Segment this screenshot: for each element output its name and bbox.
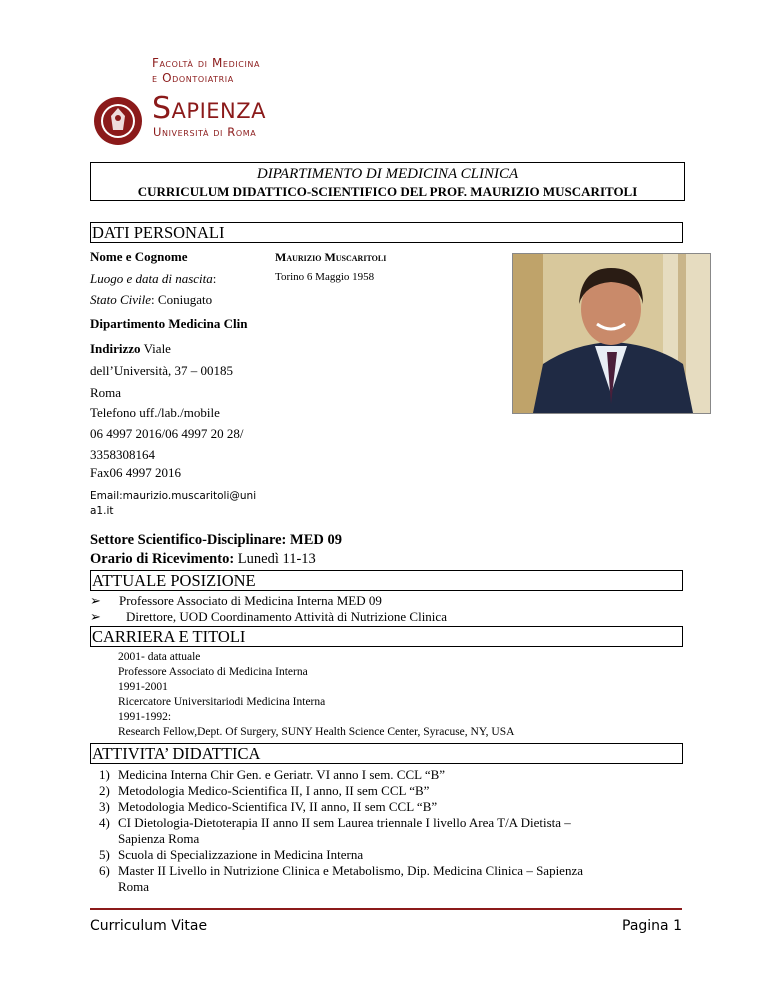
cv-subtitle: CURRICULUM DIDATTICO-SCIENTIFICO DEL PROF. MAURIZIO MUSCARITOLI [137,184,638,199]
phone-line-2: 3358308164 [90,447,155,462]
faculty-line-1: Facoltà di Medicina [152,56,261,70]
address-line-3: Roma [90,385,122,400]
university-name: Sapienza [152,91,266,126]
department-name: Dipartimento Medicina Clin [90,316,248,331]
portrait-photo [512,253,711,414]
list-item: Professore Associato di Medicina Interna [118,666,308,678]
list-item: 1991-1992: [118,711,172,723]
address-block [90,338,233,404]
list-item: 2) Metodologia Medico-Scientifica II, I anno, II sem CCL “B” [99,783,430,798]
email-line-1[interactable]: Email:maurizio.muscaritoli@uni [90,490,257,502]
section-personal: DATI PERSONALI [90,222,683,243]
birth-label: Luogo e data di nascita [90,271,213,286]
portrait-image [513,254,710,413]
list-item: Ricercatore Universitariodi Medicina Interna [118,696,326,708]
name-label: Nome e Cognome [90,249,188,264]
phone-label: Telefono uff./lab./mobile [90,405,220,420]
footer-divider [90,908,682,910]
teaching-list [99,767,683,895]
list-item: ➢ Professore Associato di Medicina Interna MED 09 [90,593,382,608]
fax: Fax06 4997 2016 [90,465,181,480]
section-teaching: ATTIVITA’ DIDATTICA [90,743,683,764]
section-career: CARRIERA E TITOLI [90,626,683,647]
list-item: 1991-2001 [118,681,168,693]
hours-label: Orario di Ricevimento: [90,551,235,567]
civil-value: Coniugato [157,292,213,307]
list-item: Research Fellow,Dept. Of Surgery, SUNY Health Science Center, Syracuse, NY, USA [118,726,515,738]
faculty-name [152,56,260,86]
arrow-bullet-icon: ➢ [90,609,101,624]
birth-row: Luogo e data di nascita: [90,271,217,286]
hours-value: Lunedì 11-13 [237,551,316,567]
list-item: ➢ Direttore, UOD Coordinamento Attività di Nutrizione Clinica [90,609,447,624]
name-value: Maurizio Muscaritoli [275,250,387,264]
birth-value: Torino 6 Maggio 1958 [275,271,375,283]
address-line-1: Viale [143,341,171,356]
position-list [90,593,447,625]
section-position: ATTUALE POSIZIONE [90,570,683,591]
phone-line-1: 06 4997 2016/06 4997 20 28/ [90,426,244,441]
phone-block [90,402,243,465]
arrow-bullet-icon: ➢ [90,593,101,608]
career-list [118,650,514,740]
university-subtitle: Università di Roma [153,125,257,139]
civil-row: Stato Civile: Coniugato [90,292,213,307]
list-item: 1) Medicina Interna Chir Gen. e Geriatr. VI anno I sem. CCL “B” [99,767,446,782]
list-item: 5) Scuola di Specializzazione in Medicina Interna [99,847,364,862]
sapienza-seal-icon [93,96,143,146]
hours-row [90,550,316,568]
civil-label: Stato Civile [90,292,152,307]
faculty-line-2: e Odontoiatria [152,71,234,85]
list-item: 6) Master II Livello in Nutrizione Clinica e Metabolismo, Dip. Medicina Clinica – Sapienza Roma [99,863,583,894]
address-label: Indirizzo [90,341,141,356]
list-item: 3) Metodologia Medico-Scientifica IV, II anno, II sem CCL “B” [99,799,438,814]
list-item: 4) CI Dietologia-Dietoterapia II anno II sem Laurea triennale I livello Area T/A Dietista – Sapienza Roma [99,815,571,846]
email-line-2[interactable]: a1.it [90,505,114,517]
address-line-2: dell’Università, 37 – 00185 [90,363,233,378]
list-item: 2001- data attuale [118,651,201,663]
department-title: DIPARTIMENTO DI MEDICINA CLINICA [256,166,519,182]
page-number: Pagina 1 [622,918,682,934]
email-block[interactable] [90,489,256,519]
sector-label: Settore Scientifico-Disciplinare: MED 09 [90,532,342,548]
footer-title: Curriculum Vitae [90,918,208,934]
title-box [90,162,685,201]
